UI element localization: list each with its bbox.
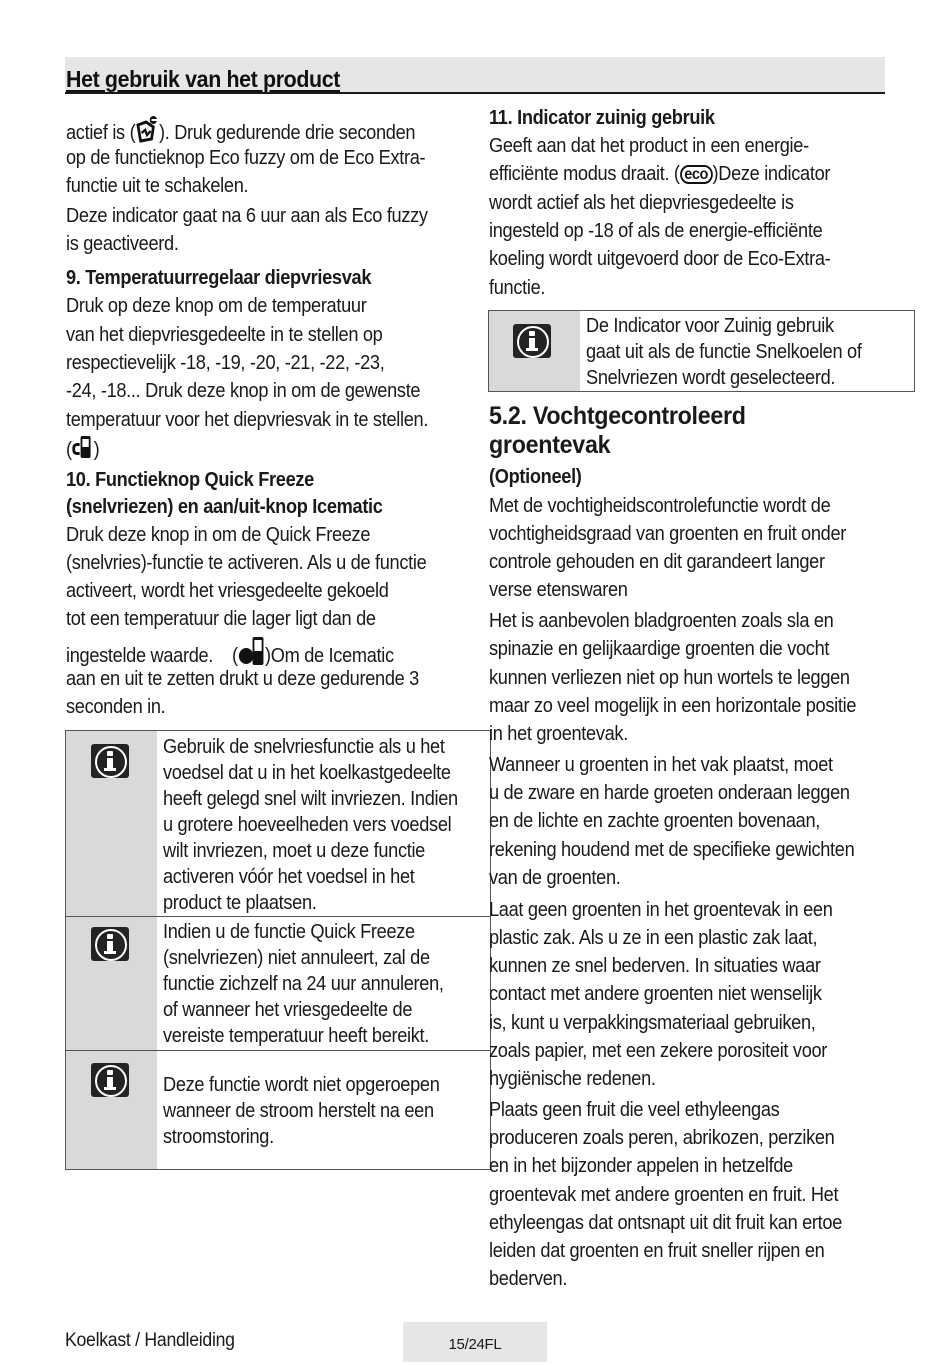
intro-p2-line-1: Deze indicator gaat na 6 uur aan als Eco fuzzy [66, 205, 428, 227]
p2-line-1: Het is aanbevolen bladgroenten zoals sla en [489, 610, 834, 632]
p4-line-5: is, kunt u verpakkingsmateriaal gebruiken, [489, 1012, 816, 1034]
p3-line-3: en de lichte en zachte groenten bovenaan, [489, 810, 820, 832]
note-eco-indicator [488, 310, 915, 392]
s11-line-1: Geeft aan dat het product in een energie- [489, 135, 809, 157]
note-2-text: Indien u de functie Quick Freeze (snelvriezen) niet annuleert, zal de functie zichzelf na 24 uur annuleren, of wanneer het vriesgedeelte de vereiste temperatuur heeft bereikt. [163, 921, 444, 1047]
s10-line-2: (snelvries)-functie te activeren. Als u de functie [66, 552, 427, 574]
s11-heading: 11. Indicator zuinig gebruik [489, 107, 715, 129]
s9-line-5: temperatuur voor het diepvriesvak in te stellen. [66, 409, 429, 431]
s9-line-2: van het diepvriesgedeelte in te stellen op [66, 324, 383, 346]
p5-line-5: ethyleengas dat ontsnapt uit dit fruit kan ertoe [489, 1212, 843, 1234]
p4-line-2: plastic zak. Als u ze in een plastic zak laat, [489, 927, 818, 949]
footer-title: Koelkast / Handleiding [65, 1330, 235, 1351]
s9-heading: 9. Temperatuurregelaar diepvriesvak [66, 267, 372, 289]
s9-line-4: -24, -18... Druk deze knop in om de gewenste [66, 380, 421, 402]
p1-line-4: verse etenswaren [489, 579, 628, 601]
note-1-text: Gebruik de snelvriesfunctie als u het voedsel dat u in het koelkastgedeelte heeft gelegd snel wilt invriezen. Indien u grotere hoeveelheden vers voedsel wilt invriezen, moet u deze functie activeren vóór het voedsel in het product te plaatsen. [163, 736, 458, 914]
p4-line-6: zoals papier, met een zekere porositeit voor [489, 1040, 828, 1062]
s9-line-3: respectievelijk -18, -19, -20, -21, -22, -23, [66, 352, 385, 374]
s11-line-4: ingesteld op -18 of als de energie-efficiënte [489, 220, 823, 242]
p4-line-3: kunnen ze snel bederven. In situaties waar [489, 955, 821, 977]
quick-freeze-icon [238, 636, 265, 666]
p2-line-4: maar zo veel mogelijk in een horizontale positie [489, 695, 857, 717]
p3-line-5: van de groenten. [489, 867, 621, 889]
info-icon [513, 324, 551, 358]
intro-line-3: functie uit te schakelen. [66, 175, 249, 197]
p1-line-2: vochtigheidsgraad van groenten en fruit onder [489, 523, 847, 545]
s52-optional: (Optioneel) [489, 466, 582, 488]
freezer-temperature-icon [72, 434, 94, 460]
section-title: Het gebruik van het product [66, 66, 341, 92]
p5-line-3: en in het bijzonder appelen in hetzelfde [489, 1155, 793, 1177]
s11-line-3: wordt actief als het diepvriesgedeelte is [489, 192, 794, 214]
s10-line-6: aan en uit te zetten drukt u deze gedurende 3 [66, 668, 419, 690]
p5-line-6: leiden dat groenten en fruit sneller rijpen en [489, 1240, 825, 1262]
note-4-text: De Indicator voor Zuinig gebruik gaat uit als de functie Snelkoelen of Snelvriezen wordt geselecteerd. [586, 315, 862, 389]
note-3-text: Deze functie wordt niet opgeroepen wanneer de stroom herstelt na een stroomstoring. [163, 1074, 440, 1148]
p4-line-7: hygiënische redenen. [489, 1068, 656, 1090]
s52-heading-1: 5.2. Vochtgecontroleerd [489, 402, 746, 430]
s10-heading-2: (snelvriezen) en aan/uit-knop Icematic [66, 496, 383, 518]
p5-line-4: groentevak met andere groenten en fruit. Het [489, 1184, 839, 1206]
header-rule [65, 92, 885, 94]
s9-line-1: Druk op deze knop om de temperatuur [66, 295, 367, 317]
s11-line-2: efficiënte modus draait. ( eco )Deze indicator [489, 163, 831, 185]
p1-line-3: controle gehouden en dit garandeert langer [489, 551, 825, 573]
p4-line-1: Laat geen groenten in het groentevak in een [489, 899, 833, 921]
eco-fuzzy-icon [135, 115, 159, 143]
s10-line-7: seconden in. [66, 696, 166, 718]
intro-p2-line-2: is geactiveerd. [66, 233, 179, 255]
note-quick-freeze [65, 730, 491, 918]
eco-icon: eco [680, 165, 713, 184]
p2-line-2: spinazie en gelijkaardige groenten die vocht [489, 638, 830, 660]
s11-line-5: koeling wordt uitgevoerd door de Eco-Extra- [489, 248, 831, 270]
note-power-outage [65, 1050, 491, 1170]
s10-line-5: ingestelde waarde. ( )Om de Icematic [66, 636, 394, 671]
intro-line-2: op de functieknop Eco fuzzy om de Eco Extra- [66, 147, 426, 169]
info-icon [91, 744, 129, 778]
p3-line-4: rekening houdend met de specifieke gewichten [489, 839, 855, 861]
p4-line-4: contact met andere groenten niet wenselijk [489, 983, 822, 1005]
intro-line-1: actief is ( ). Druk gedurende drie seconden [66, 115, 415, 148]
info-icon [91, 927, 129, 961]
page-number: 15/24FL [448, 1336, 502, 1353]
s10-line-4: tot een temperatuur die lager ligt dan de [66, 608, 376, 630]
s52-heading-2: groentevak [489, 431, 611, 459]
s9-line-6: ( ) [66, 434, 99, 465]
s10-line-1: Druk deze knop in om de Quick Freeze [66, 524, 371, 546]
p3-line-2: u de zware en harde groeten onderaan leggen [489, 782, 850, 804]
p3-line-1: Wanneer u groenten in het vak plaatst, moet [489, 754, 833, 776]
p2-line-5: in het groentevak. [489, 723, 628, 745]
p5-line-2: produceren zoals peren, abrikozen, perziken [489, 1127, 835, 1149]
p5-line-1: Plaats geen fruit die veel ethyleengas [489, 1099, 780, 1121]
note-auto-cancel [65, 916, 491, 1052]
s10-heading-1: 10. Functieknop Quick Freeze [66, 469, 314, 491]
p2-line-3: kunnen verliezen niet op hun wortels te leggen [489, 667, 850, 689]
info-icon [91, 1063, 129, 1097]
p5-line-7: bederven. [489, 1268, 568, 1290]
s11-line-6: functie. [489, 277, 546, 299]
s10-line-3: activeert, wordt het vriesgedeelte gekoeld [66, 580, 389, 602]
p1-line-1: Met de vochtigheidscontrolefunctie wordt de [489, 495, 831, 517]
